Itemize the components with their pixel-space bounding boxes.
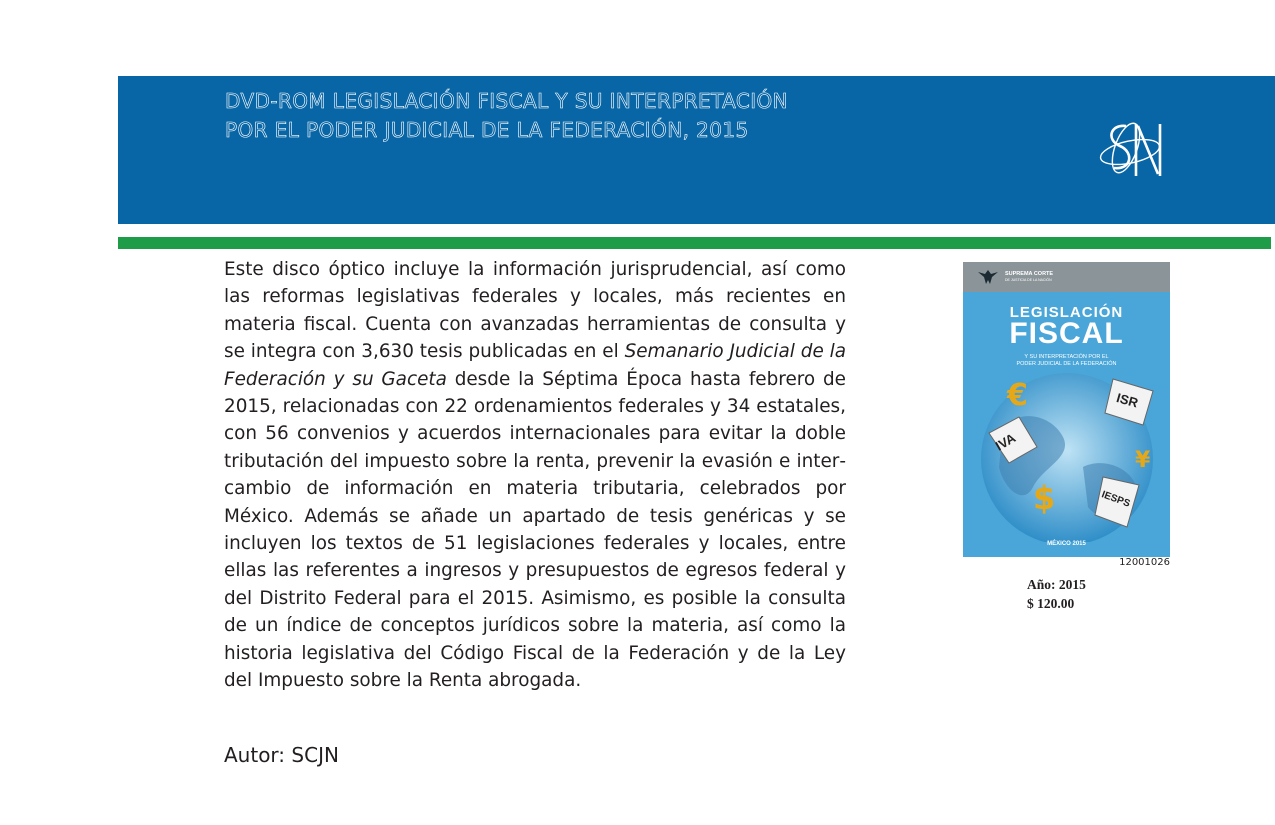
euro-symbol: € [1007,378,1028,413]
cover-tag-iva: IVA [992,430,1019,454]
scjn-logo-icon [1096,118,1172,182]
product-meta [1027,575,1086,613]
price-label: $ 120.00 [1027,596,1075,611]
page-title [225,87,788,145]
cover-org-line-1: SUPREMA CORTE [1005,271,1054,277]
cover-title-line-2: FISCAL [1009,317,1124,350]
catalog-code: 12001026 [1119,557,1170,568]
cover-tag-isr: ISR [1114,390,1140,411]
dvd-cover-image [963,262,1170,557]
header-band [118,76,1275,224]
description-text-2: desde la Séptima Época hasta febrero de 2015, relacionadas con 22 ordenamientos federales y 34 estatales, con 56 convenios y acuerdos internacionales para evitar la doble tributación del impuesto sobre la renta, prevenir la evasión e intercambio de información en materia tributaria, celebrados por México. Además se añade un apartado de tesis genéricas y se incluyen los textos de 51 legislaciones federales y locales, entre ellas las referentes a ingresos y presupuestos de egresos federal y del Distrito Federal para el 2015. Asimismo, es posible la consulta de un índice de conceptos jurídicos sobre la materia, así como la historia legislativa del Código Fiscal de la Federación y de la Ley del Impuesto sobre la Renta abrogada. [224,368,846,692]
description-italic-title: Semanario Judicial de la Federación y su Gaceta [224,341,846,390]
cover-subtitle-line-1: Y SU INTERPRETACIÓN POR EL [1024,354,1109,360]
cover-globe-illustration [963,367,1170,542]
cover-publisher [1005,271,1053,283]
title-line-1: DVD-ROM LEGISLACIÓN FISCAL Y SU INTERPRETACIÓN [225,89,788,113]
cover-subtitle [963,354,1170,368]
publication-year: Año: 2015 [1027,577,1086,592]
cover-title-line-1: LEGISLACIÓN [1009,304,1124,321]
description-text-1: Este disco óptico incluye la información jurisprudencial, así como las reformas legislativas federales y locales, más recientes en materia fiscal. Cuenta con avanzadas herramientas de consulta y se integra con 3,630 tesis publicadas en el [224,259,846,363]
author-label: Autor: SCJN [224,743,339,767]
yen-symbol: ¥ [1135,448,1151,473]
dollar-symbol: $ [1033,479,1056,517]
cover-org-line-2: DE JUSTICIA DE LA NACIÓN [1005,278,1052,282]
green-divider [118,237,1271,249]
cover-subtitle-line-2: PODER JUDICIAL DE LA FEDERACIÓN [1016,361,1117,367]
product-description [224,256,846,695]
cover-tag-iesps: IESPS [1100,489,1132,510]
eagle-emblem-icon [977,268,999,286]
title-line-2: POR EL PODER JUDICIAL DE LA FEDERACIÓN, 2015 [225,118,749,142]
cover-year-label: MÉXICO 2015 [1047,541,1086,547]
